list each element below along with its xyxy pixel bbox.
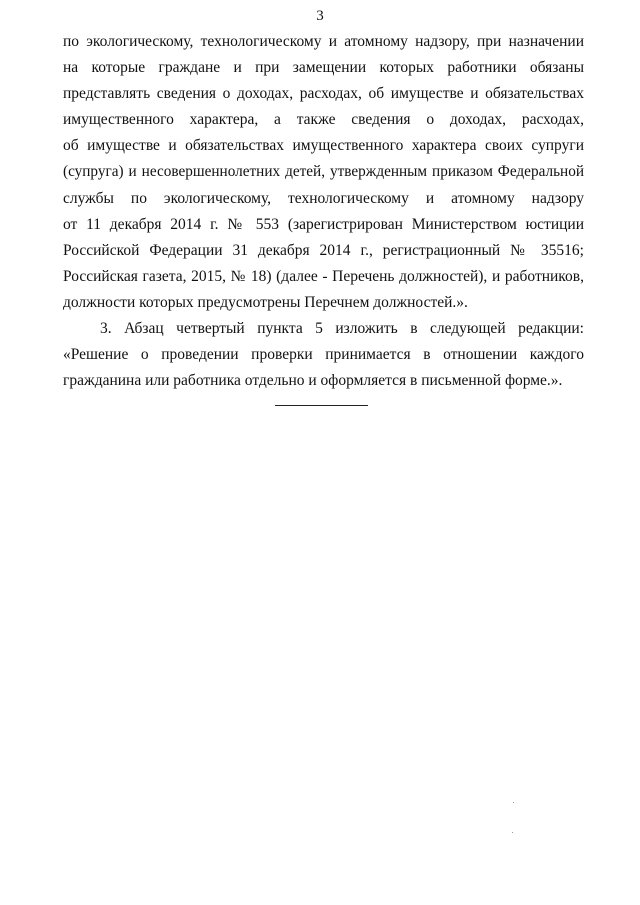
text-line: имущественного характера, а также сведения о доходах, расходах, [63,111,584,129]
text-line: по экологическому, технологическому и атомному надзору, при назначении [63,33,584,50]
text-line: представлять сведения о доходах, расходах, об имуществе и обязательствах [63,85,584,103]
page-number: 3 [316,8,324,24]
text-line: от 11 декабря 2014 г. № 553 (зарегистрирован Министерством юстиции [63,215,584,233]
text-line: (супруга) и несовершеннолетних детей, утвержденным приказом Федеральной [63,163,584,181]
text-line: «Решение о проведении проверки принимается в отношении каждого [63,346,584,364]
text-line: должности которых предусмотрены Перечнем должностей.». [63,293,468,311]
scan-speck [513,802,514,803]
text-line: об имуществе и обязательствах имущественного характера своих супруги [63,137,584,155]
text-line: 3. Абзац четвертый пункта 5 изложить в следующей редакции: [100,320,584,337]
text-line: Российская газета, 2015, № 18) (далее - Перечень должностей), и работников, [63,267,584,285]
scan-speck [512,832,513,833]
paragraph-item-3 [63,316,584,394]
closing-rule [275,405,368,406]
text-line: Российской Федерации 31 декабря 2014 г., регистрационный № 35516; [63,241,584,259]
text-line: службы по экологическому, технологическому и атомному надзору [63,189,584,207]
text-line: гражданина или работника отдельно и оформляется в письменной форме.». [63,372,563,390]
paragraph-continuation [63,29,584,316]
text-line: на которые граждане и при замещении которых работники обязаны [63,59,584,77]
